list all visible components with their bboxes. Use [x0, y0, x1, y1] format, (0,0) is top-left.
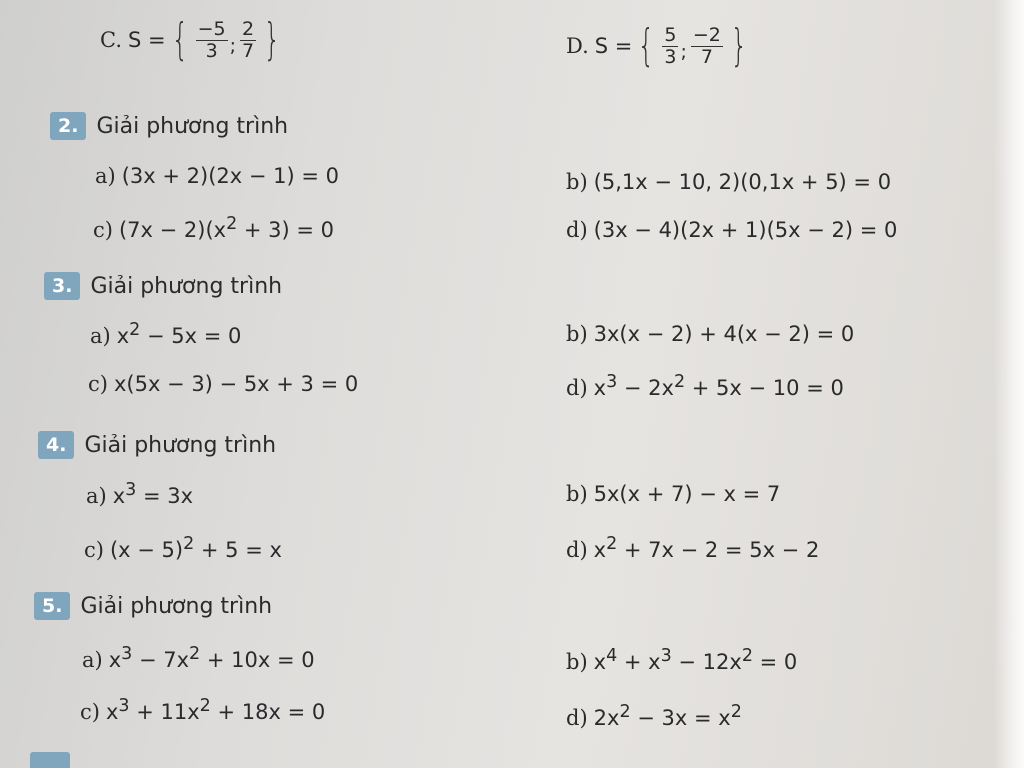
- q3-item-b: [566, 322, 854, 346]
- term: − 3x = x: [630, 706, 731, 730]
- term: x: [593, 538, 607, 562]
- q3-title: Giải phương trình: [90, 273, 283, 299]
- item-label: c): [93, 218, 113, 242]
- equation: [116, 320, 242, 348]
- exponent: 2: [226, 214, 238, 234]
- exponent: 2: [606, 534, 618, 554]
- equation: [593, 702, 742, 730]
- equation: [118, 214, 335, 242]
- item-label: d): [566, 376, 588, 400]
- equation: [108, 644, 315, 672]
- item-label: d): [566, 706, 588, 730]
- exponent: 3: [118, 696, 130, 716]
- q4-number-badge: 4.: [38, 431, 74, 459]
- q3-item-d: [566, 372, 844, 400]
- item-label: b): [566, 322, 588, 346]
- left-brace: {: [171, 14, 189, 65]
- equation: 3x(x − 2) + 4(x − 2) = 0: [593, 322, 855, 346]
- denominator: 3: [205, 39, 218, 62]
- term: + 7x − 2 = 5x − 2: [617, 538, 820, 562]
- q4-item-b: [566, 482, 780, 506]
- q2-number-badge: 2.: [50, 112, 86, 140]
- term: + 11x: [129, 700, 200, 724]
- exponent: 2: [619, 702, 631, 722]
- q2-item-d: [566, 218, 897, 242]
- q3-number-badge: 3.: [44, 272, 80, 300]
- q4-header: [38, 431, 276, 459]
- exponent: 4: [606, 646, 618, 666]
- set-lhs: S =: [128, 28, 166, 52]
- equation: (3x + 2)(2x − 1) = 0: [121, 164, 339, 188]
- term: x: [593, 650, 607, 674]
- term: x: [116, 324, 130, 348]
- q5-item-b: [566, 646, 797, 674]
- q2-item-c: [93, 214, 334, 242]
- item-label: b): [566, 650, 588, 674]
- exponent: 2: [129, 320, 141, 340]
- exponent: 2: [741, 646, 753, 666]
- q5-item-a: [82, 644, 315, 672]
- fraction: [691, 25, 723, 68]
- q4-item-d: [566, 534, 819, 562]
- term: (7x − 2)(x: [118, 218, 227, 242]
- q3-item-a: [90, 320, 241, 348]
- item-label: a): [95, 164, 116, 188]
- term: x: [593, 376, 607, 400]
- term: x: [108, 648, 122, 672]
- term: − 7x: [132, 648, 190, 672]
- item-label: c): [80, 700, 100, 724]
- equation: 5x(x + 7) − x = 7: [593, 482, 781, 506]
- term: + 18x = 0: [210, 700, 326, 724]
- q3-header: [44, 272, 282, 300]
- option-label: C.: [100, 28, 122, 52]
- item-label: d): [566, 218, 588, 242]
- equation: [593, 372, 844, 400]
- term: (x − 5): [109, 538, 184, 562]
- equation: x(5x − 3) − 5x + 3 = 0: [113, 372, 359, 396]
- page-edge: [994, 0, 1024, 768]
- equation: (5,1x − 10, 2)(0,1x + 5) = 0: [593, 170, 892, 194]
- option-label: D.: [566, 34, 589, 58]
- separator: ;: [229, 35, 237, 57]
- q4-item-c: [84, 534, 282, 562]
- term: = 0: [752, 650, 798, 674]
- equation: (3x − 4)(2x + 1)(5x − 2) = 0: [593, 218, 898, 242]
- q2-item-a: [95, 164, 339, 188]
- separator: ;: [680, 41, 687, 63]
- item-label: b): [566, 482, 588, 506]
- equation: [593, 534, 820, 562]
- fraction: [196, 19, 228, 62]
- item-label: a): [90, 324, 111, 348]
- right-brace: }: [263, 14, 281, 65]
- item-label: c): [88, 372, 108, 396]
- exponent: 2: [199, 696, 211, 716]
- denominator: 3: [664, 45, 677, 68]
- term: = 3x: [136, 484, 194, 508]
- numerator: 5: [664, 23, 677, 46]
- item-label: c): [84, 538, 104, 562]
- q5-number-badge: 5.: [34, 592, 70, 620]
- equation: [593, 646, 798, 674]
- q4-title: Giải phương trình: [84, 432, 277, 458]
- term: − 2x: [617, 376, 674, 400]
- denominator: 7: [700, 45, 713, 68]
- item-label: a): [82, 648, 103, 672]
- q4-item-a: [86, 480, 193, 508]
- q5-title: Giải phương trình: [80, 593, 273, 619]
- equation: [109, 534, 282, 562]
- exponent: 3: [125, 480, 137, 500]
- term: + x: [617, 650, 661, 674]
- next-section-badge: [30, 752, 70, 768]
- term: 2x: [593, 706, 620, 730]
- numerator: 2: [242, 17, 255, 40]
- term: − 12x: [671, 650, 742, 674]
- q5-item-d: [566, 702, 742, 730]
- q5-header: [34, 592, 272, 620]
- q3-item-c: [88, 372, 358, 396]
- q2-title: Giải phương trình: [96, 113, 289, 139]
- left-brace: {: [637, 20, 655, 71]
- numerator: −5: [197, 17, 226, 40]
- exponent: 2: [183, 534, 195, 554]
- item-label: d): [566, 538, 588, 562]
- equation: [105, 696, 326, 724]
- term: + 5 = x: [194, 538, 282, 562]
- exponent: 3: [660, 646, 672, 666]
- term: + 10x = 0: [200, 648, 315, 672]
- denominator: 7: [242, 39, 255, 62]
- exponent: 3: [121, 644, 133, 664]
- equation: [112, 480, 194, 508]
- q1-option-c: [100, 14, 286, 65]
- numerator: −2: [692, 23, 721, 46]
- fraction: [240, 19, 256, 62]
- set-lhs: S =: [594, 34, 633, 58]
- fraction: [662, 25, 678, 68]
- term: x: [105, 700, 119, 724]
- term: x: [112, 484, 126, 508]
- q5-item-c: [80, 696, 325, 724]
- q1-option-d: [566, 20, 753, 71]
- item-label: b): [566, 170, 588, 194]
- exponent: 3: [606, 372, 618, 392]
- item-label: a): [86, 484, 107, 508]
- exponent: 2: [730, 702, 742, 722]
- exponent: 2: [189, 644, 201, 664]
- term: − 5x = 0: [140, 324, 242, 348]
- right-brace: }: [730, 20, 748, 71]
- exponent: 2: [673, 372, 686, 392]
- term: + 3) = 0: [237, 218, 335, 242]
- term: + 5x − 10 = 0: [685, 376, 844, 400]
- q2-header: [50, 112, 288, 140]
- q2-item-b: [566, 170, 891, 194]
